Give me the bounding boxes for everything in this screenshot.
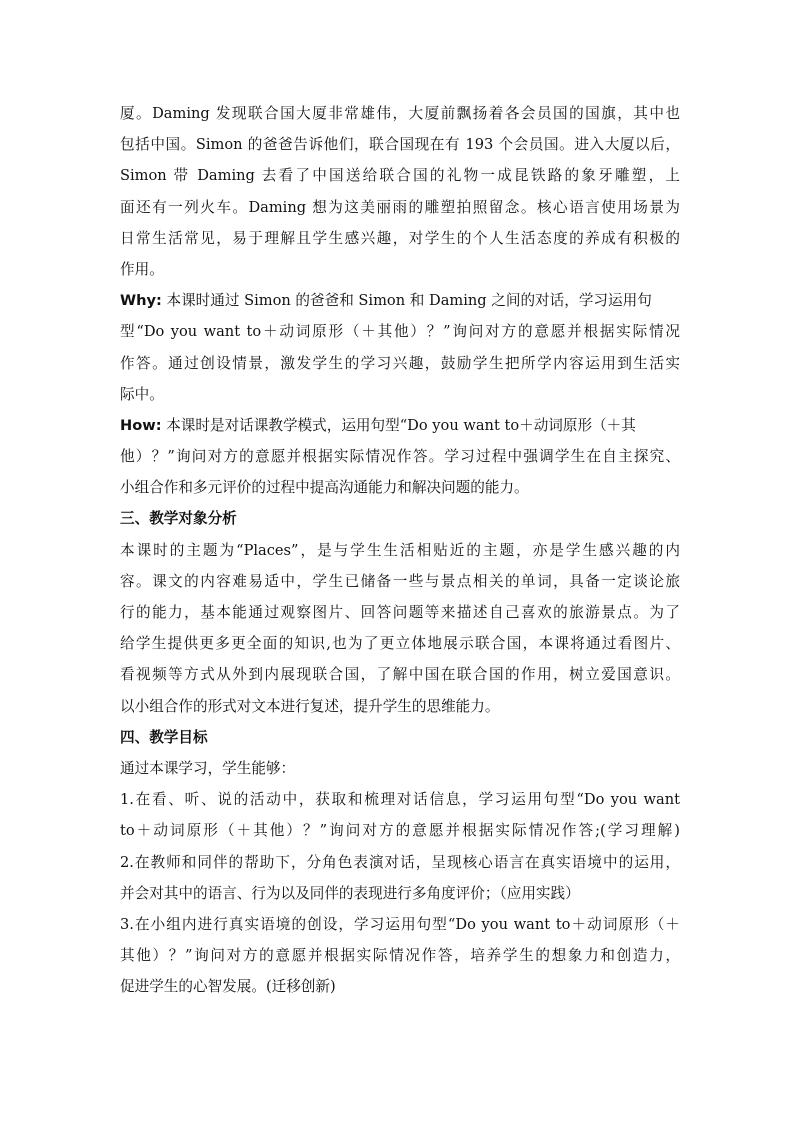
why-label: Why: — [120, 292, 162, 310]
text-line: 本课时的主题为“Places”，是与学生生活相贴近的主题，亦是学生感兴趣的内 — [120, 541, 680, 559]
text-line: 日常生活常见，易于理解且学生感兴趣，对学生的个人生活态度的养成有积极的 — [120, 229, 680, 247]
section-heading: 三、教学对象分析 — [120, 510, 237, 528]
paragraph-why — [120, 285, 680, 410]
paragraph-what-continued — [120, 98, 680, 285]
goal-line: to＋动词原形（＋其他）？”询问对方的意愿并根据实际情况作答;(学习理解) — [120, 822, 680, 840]
why-text: 本课时通过 Simon 的爸爸和 Simon 和 Daming 之间的对话，学习运用句 — [161, 292, 652, 310]
text-line: 包括中国。Simon 的爸爸告诉他们，联合国现在有 193 个会员国。进入大厦以后， — [120, 136, 680, 154]
text-line — [120, 410, 680, 441]
paragraph-how — [120, 410, 680, 504]
text-line: 行的能力，基本能通过观察图片、回答问题等来描述自己喜欢的旅游景点。为了 — [120, 604, 680, 621]
text-line: 容。课文的内容难易适中，学生已储备一些与景点相关的单词，具备一定谈论旅 — [120, 572, 680, 590]
goal-line: 并会对其中的语言、行为以及同伴的表现进行多角度评价；（应用实践） — [120, 884, 580, 902]
goals-intro: 通过本课学习，学生能够： — [120, 759, 296, 777]
text-line: 作答。通过创设情景，激发学生的学习兴趣，鼓励学生把所学内容运用到生活实 — [120, 354, 680, 372]
goal-line: 2.在教师和同伴的帮助下，分角色表演对话，呈现核心语言在真实语境中的运用， — [120, 853, 680, 871]
goal-line: 其他）？”询问对方的意愿并根据实际情况作答，培养学生的想象力和创造力， — [120, 947, 680, 965]
how-text: 本课时是对话课教学模式，运用句型“Do you want to＋动词原形（＋其 — [161, 416, 636, 434]
text-line: 面还有一列火车。Daming 想为这美丽雨的雕塑拍照留念。核心语言使用场景为 — [120, 198, 680, 216]
section-heading: 四、教学目标 — [120, 728, 208, 746]
goal-line: 促进学生的心智发展。(迁移创新) — [120, 978, 336, 996]
text-line: 他）？”询问对方的意愿并根据实际情况作答。学习过程中强调学生在自主探究、 — [120, 448, 680, 466]
text-line: Simon 带 Daming 去看了中国送给联合国的礼物一成昆铁路的象牙雕塑，上 — [120, 167, 680, 185]
text-line: 厦。Daming 发现联合国大厦非常雄伟，大厦前飘扬着各会员国的国旗，其中也 — [120, 105, 680, 122]
how-label: How: — [120, 416, 162, 434]
goal-line: 3.在小组内进行真实语境的创设，学习运用句型“Do you want to＋动词原形（＋ — [120, 915, 680, 933]
section-teaching-goals — [120, 722, 680, 1003]
section-student-analysis — [120, 503, 680, 721]
goal-line: 1.在看、听、说的活动中，获取和梳理对话信息，学习运用句型“Do you want — [120, 791, 680, 809]
text-line: 型“Do you want to＋动词原形（＋其他）？”询问对方的意愿并根据实际情况 — [120, 323, 680, 341]
text-line: 看视频等方式从外到内展现联合国，了解中国在联合国的作用，树立爱国意识。 — [120, 666, 680, 684]
text-line: 以小组合作的形式对文本进行复述，提升学生的思维能力。 — [120, 697, 500, 715]
document-page — [120, 98, 680, 1002]
text-line — [120, 285, 680, 316]
text-line: 给学生提供更多更全面的知识,也为了更立体地展示联合国，本课将通过看图片、 — [120, 635, 680, 653]
text-line: 作用。 — [120, 260, 164, 278]
text-line: 际中。 — [120, 385, 164, 403]
text-line: 小组合作和多元评价的过程中提高沟通能力和解决问题的能力。 — [120, 479, 529, 497]
